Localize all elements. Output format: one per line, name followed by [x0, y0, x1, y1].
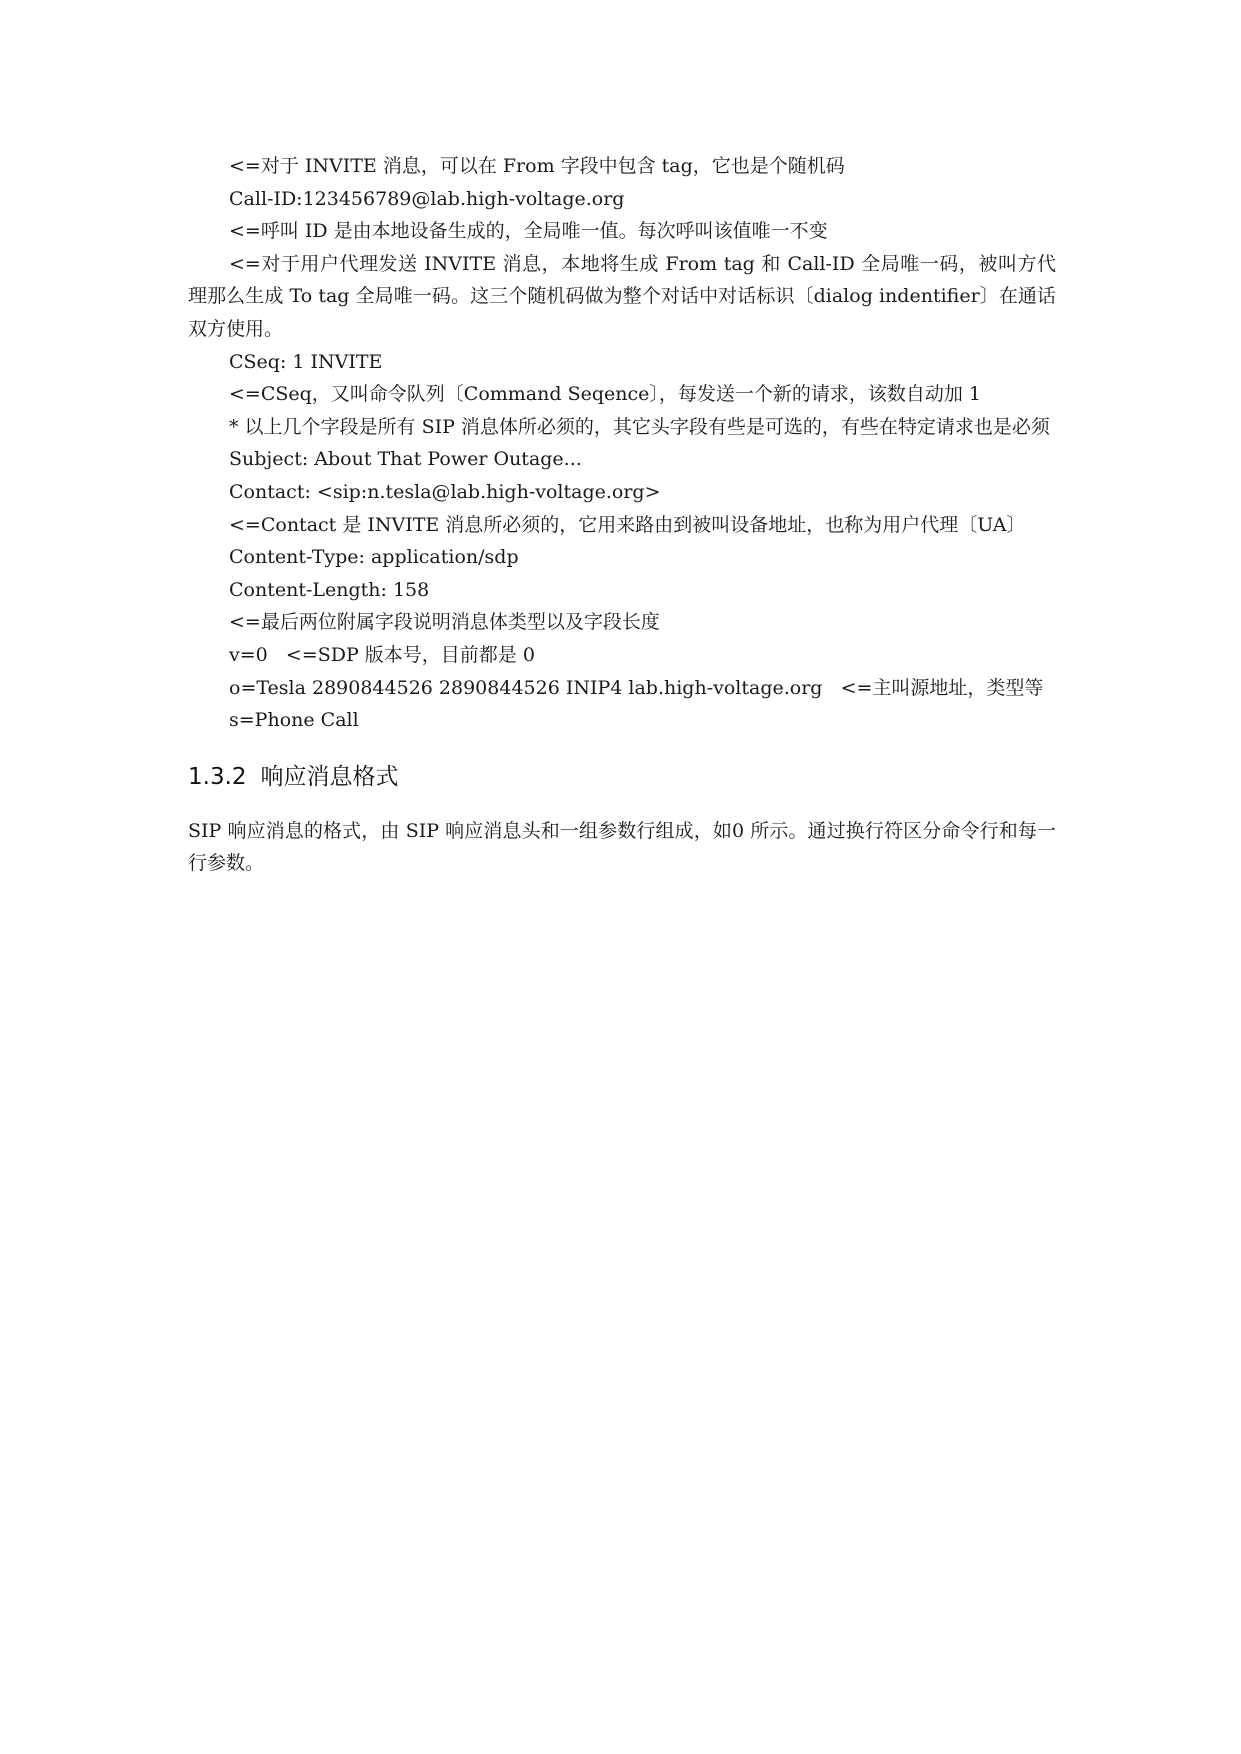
text-line: <=最后两位附属字段说明消息体类型以及字段长度 — [229, 611, 660, 634]
text-line: s=Phone Call — [229, 709, 359, 732]
text-line: Contact: <sip:n.tesla@lab.high-voltage.org> — [229, 480, 661, 503]
paragraph-required-fields: * 以上几个字段是所有 SIP 消息体所必须的，其它头字段有些是可选的，有些在特定请求也是必须 — [229, 415, 1050, 438]
text-line: Content-Length: 158 — [229, 578, 430, 601]
text-line: <=呼叫 ID 是由本地设备生成的，全局唯一值。每次呼叫该值唯一不变 — [229, 220, 828, 243]
paragraph-dialog-identifier: <=对于用户代理发送 INVITE 消息，本地将生成 From tag 和 Call-ID 全局唯一码，被叫方代理那么生成 To tag 全局唯一码。这三个随机码做为整个对话中对话标识〔dialog indentifier〕在通话双方使用。 — [188, 252, 1056, 340]
section-number: 1.3.2 — [188, 763, 247, 790]
document-page — [188, 150, 1058, 880]
section-title: 响应消息格式 — [260, 763, 399, 790]
section-heading — [188, 761, 1058, 793]
text-line: <=CSeq，又叫命令队列〔Command Seqence〕，每发送一个新的请求，该数自动加 1 — [229, 383, 981, 406]
text-line: v=0 <=SDP 版本号，目前都是 0 — [229, 643, 535, 666]
text-line: <=Contact 是 INVITE 消息所必须的，它用来路由到被叫设备地址，也称为用户代理〔UA〕 — [229, 513, 1026, 536]
text-line: Content-Type: application/sdp — [229, 546, 519, 569]
text-line: <=对于 INVITE 消息，可以在 From 字段中包含 tag，它也是个随机码 — [229, 155, 845, 177]
paragraph-response-format: SIP 响应消息的格式，由 SIP 响应消息头和一组参数行组成，如0 所示。通过换行符区分命令行和每一行参数。 — [188, 819, 1056, 875]
text-line: o=Tesla 2890844526 2890844526 INIP4 lab.high-voltage.org <=主叫源地址，类型等 — [229, 676, 1044, 699]
text-line: CSeq: 1 INVITE — [229, 350, 383, 373]
text-line: Subject: About That Power Outage... — [229, 448, 582, 471]
text-line: Call-ID:123456789@lab.high-voltage.org — [229, 187, 625, 210]
